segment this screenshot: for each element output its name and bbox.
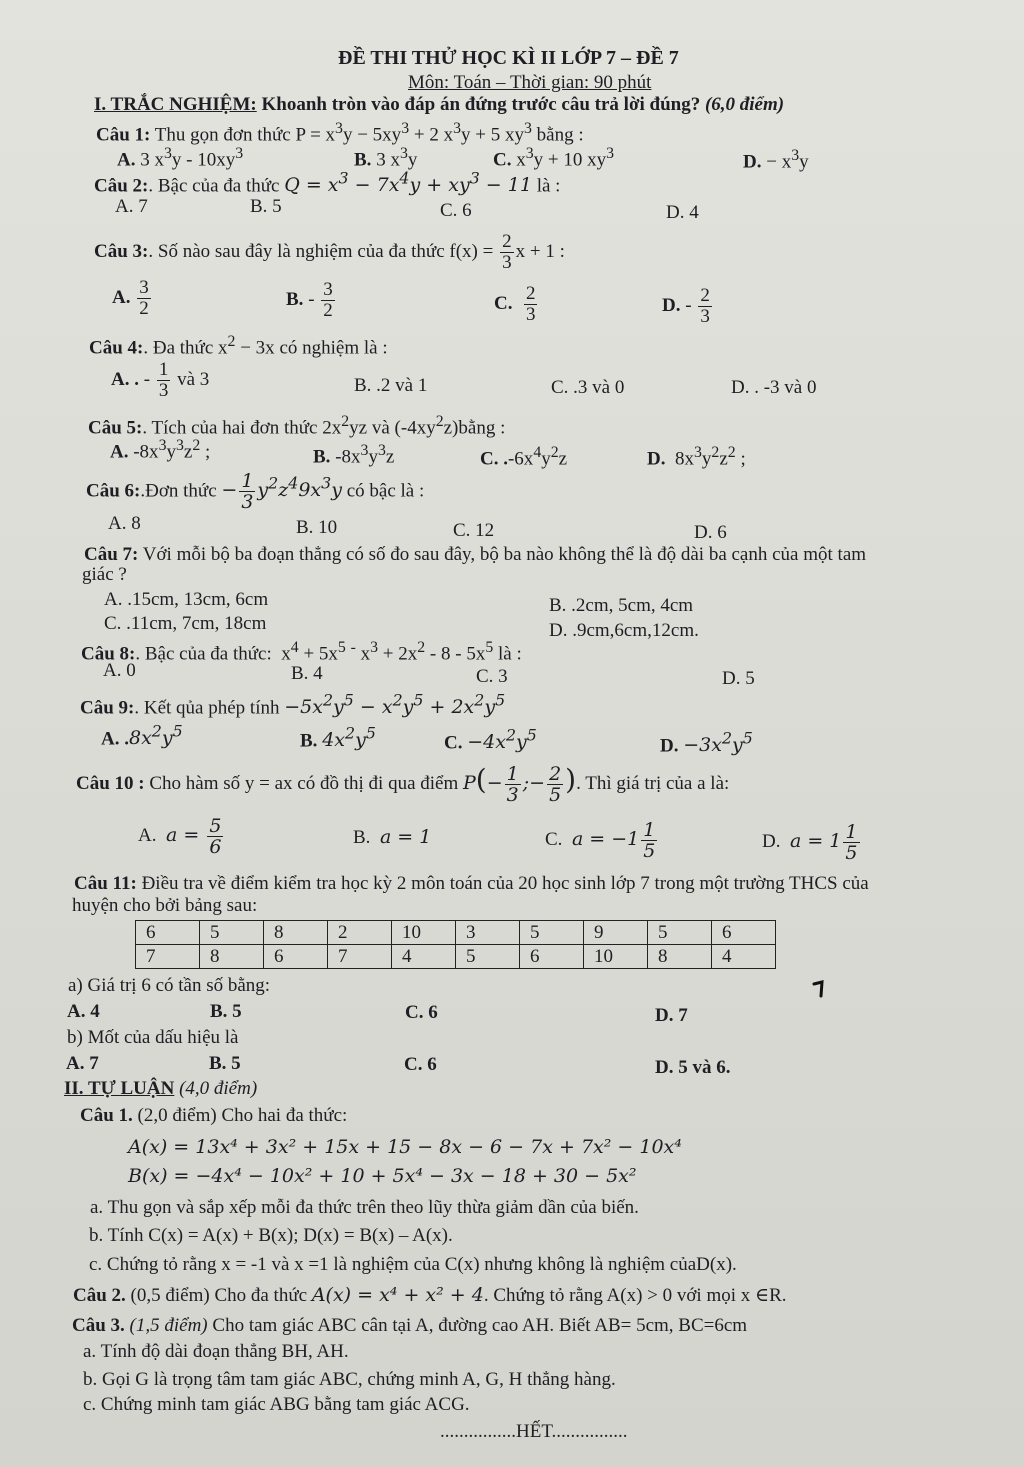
question-3: Câu 3:. Số nào sau đây là nghiệm của đa thức f(x) = $\frac{2}{3}$ x + 1 : [94, 231, 565, 274]
q9-option-a[interactable]: A. $.8x^2y^5$ [101, 722, 183, 750]
essay-1c: c. Chứng tỏ rằng x = -1 và x =1 là nghiệm của C(x) nhưng không là nghiệm củaD(x). [89, 1254, 737, 1275]
question-7: Câu 7: Với mỗi bộ ba đoạn thẳng có số đo sau đây, bộ ba nào không thể là độ dài ba cạnh của một tam [84, 544, 867, 565]
question-9: Câu 9:. Kết qủa phép tính $-5x^2y^5 - x^2y^5 + 2x^2y^5$ [80, 691, 506, 719]
q1-option-a[interactable]: A. 3 $x^3y - 10xy^3$ [117, 145, 244, 171]
q11b-option-c[interactable]: C. 6 [404, 1054, 437, 1075]
q10-option-c[interactable]: C. a = −1 $\frac{1}{5}$ [545, 818, 656, 862]
q5-option-b[interactable]: B. $-8x^3y^3z$ [313, 442, 395, 468]
score-table [135, 920, 776, 969]
q11b-option-b[interactable]: B. 5 [209, 1053, 241, 1074]
q6-option-a[interactable]: A. 8 [108, 513, 141, 534]
question-2: Câu 2:. Bậc của đa thức $Q = x^3 - 7x^4y + xy^3 - 11$ là : [94, 169, 561, 197]
exam-title: ĐỀ THI THỬ HỌC KÌ II LỚP 7 – ĐỀ 7 [338, 47, 679, 69]
table-row: 6 5 8 2 10 3 5 9 5 6 [136, 921, 776, 945]
q7-option-b[interactable]: B. .2cm, 5cm, 4cm [549, 595, 694, 616]
pen-mark-icon [812, 980, 828, 998]
q4-option-b[interactable]: B. .2 và 1 [354, 375, 428, 396]
question-6: Câu 6:.Đơn thức − $\frac{1}{3}$ $y^2z^49x^3y$ có bậc là : [86, 469, 425, 513]
q7-option-c[interactable]: C. .11cm, 7cm, 18cm [104, 613, 267, 634]
q6-option-b[interactable]: B. 10 [296, 517, 338, 538]
q1-option-b[interactable]: B. 3 $x^3y$ [354, 145, 418, 171]
table-row: 7 8 6 7 4 5 6 10 8 4 [136, 945, 776, 969]
q10-option-d[interactable]: D. a = 1 $\frac{1}{5}$ [762, 820, 858, 864]
q1-option-d[interactable]: D. − $x^3y$ [743, 147, 809, 173]
q4-option-d[interactable]: D. . -3 và 0 [731, 377, 817, 398]
q11a-option-b[interactable]: B. 5 [210, 1001, 242, 1022]
q11b-text: b) Mốt của dấu hiệu là [67, 1027, 239, 1048]
polynomial-b: B(x) = −4x⁴ − 10x² + 10 + 5x⁴ − 3x − 18 + 30 − 5x² [128, 1165, 637, 1187]
q11b-option-d[interactable]: D. 5 và 6. [655, 1057, 731, 1078]
q2-option-a[interactable]: A. 7 [115, 196, 148, 217]
q9-option-d[interactable]: D. $-3x^2y^5$ [660, 729, 753, 757]
question-8: Câu 8:. Bậc của đa thức: $x^4 + 5x^5$ - $x^3 + 2x^2 - 8 - 5x^5$ là : [81, 639, 522, 665]
q5-option-a[interactable]: A. $-8x^3y^3z^2$ ; [110, 437, 211, 463]
q3-option-a[interactable]: A. $\frac{3}{2}$ [112, 277, 149, 320]
question-7-cont: giác ? [82, 564, 127, 585]
question-4: Câu 4:. Đa thức $x^2 - 3x$ có nghiệm là : [89, 333, 388, 359]
q1-option-c[interactable]: C. $x^3y + 10$ $xy^3$ [493, 145, 615, 171]
part2-heading: II. TỰ LUẬN (4,0 điểm) [64, 1078, 258, 1099]
essay-1a: a. Thu gọn và sắp xếp mỗi đa thức trên theo lũy thừa giảm dần của biến. [90, 1197, 639, 1218]
q11a-option-d[interactable]: D. 7 [655, 1005, 688, 1026]
q11b-option-a[interactable]: A. 7 [66, 1053, 99, 1074]
q7-option-d[interactable]: D. .9cm,6cm,12cm. [549, 620, 699, 641]
exam-subtitle: Môn: Toán – Thời gian: 90 phút [408, 72, 652, 93]
q10-option-b[interactable]: B. a = 1 [353, 826, 432, 848]
question-11-cont: huyện cho bởi bảng sau: [72, 895, 258, 916]
essay-2: Câu 2. (0,5 điểm) Cho đa thức A(x) = x⁴ + x² + 4. Chứng tỏ rằng A(x) > 0 với mọi x ∈R. [73, 1284, 787, 1306]
essay-3a: a. Tính độ dài đoạn thẳng BH, AH. [83, 1341, 349, 1362]
q2-option-b[interactable]: B. 5 [250, 196, 282, 217]
question-5: Câu 5:. Tích của hai đơn thức $2x^2yz$ và $(-4xy^2z)bằng$ : [88, 413, 506, 439]
q8-option-a[interactable]: A. 0 [103, 660, 136, 681]
q3-option-d[interactable]: D. - $\frac{2}{3}$ [662, 285, 710, 328]
q9-option-b[interactable]: B. $4x^2y^5$ [300, 724, 376, 752]
q8-option-d[interactable]: D. 5 [722, 668, 755, 689]
q5-option-d[interactable]: D. $8x^3y^2z^2$ ; [647, 444, 746, 470]
question-10: Câu 10 : Cho hàm số y = ax có đồ thị đi qua điểm P(− $\frac{1}{3}$ ;− $\frac{2}{5}$ ). Thì giá trị của a là: [76, 762, 730, 806]
q5-option-c[interactable]: C. $.-6x^4y^2z$ [480, 444, 568, 470]
q2-option-c[interactable]: C. 6 [440, 200, 472, 221]
essay-3: Câu 3. (1,5 điểm) Cho tam giác ABC cân tại A, đường cao AH. Biết AB= 5cm, BC=6cm [72, 1315, 748, 1336]
q11a-option-a[interactable]: A. 4 [67, 1001, 100, 1022]
polynomial-a: A(x) = 13x⁴ + 3x² + 15x + 15 − 8x − 6 − 7x + 7x² − 10x⁴ [128, 1136, 682, 1158]
essay-3c: c. Chứng minh tam giác ABG bằng tam giác ACG. [83, 1394, 470, 1415]
q8-option-b[interactable]: B. 4 [291, 663, 323, 684]
essay-3b: b. Gọi G là trọng tâm tam giác ABC, chứng minh A, G, H thẳng hàng. [83, 1369, 616, 1390]
part1-heading: I. TRẮC NGHIỆM: Khoanh tròn vào đáp án đứng trước câu trả lời đúng? (6,0 điểm) [94, 94, 785, 115]
q11a-text: a) Giá trị 6 có tần số bằng: [68, 975, 271, 996]
q6-option-d[interactable]: D. 6 [694, 522, 727, 543]
q7-option-a[interactable]: A. .15cm, 13cm, 6cm [104, 589, 269, 610]
essay-1: Câu 1. (2,0 điểm) Cho hai đa thức: [80, 1105, 348, 1126]
question-1: Câu 1: Thu gọn đơn thức $P = x^3y - 5xy^3 + 2$ $x^3y + 5$ $xy^3$ bằng : [96, 120, 584, 146]
end-marker: ................HẾT................ [440, 1421, 628, 1442]
q3-option-c[interactable]: C. $\frac{2}{3}$ [494, 283, 536, 326]
question-11: Câu 11: Điều tra về điểm kiểm tra học kỳ 2 môn toán của 20 học sinh lớp 7 trong một trường THCS của [74, 873, 869, 894]
essay-1b: b. Tính C(x) = A(x) + B(x); D(x) = B(x) – A(x). [89, 1225, 453, 1246]
q4-option-c[interactable]: C. .3 và 0 [551, 377, 625, 398]
q11a-option-c[interactable]: C. 6 [405, 1002, 438, 1023]
q8-option-c[interactable]: C. 3 [476, 666, 508, 687]
q6-option-c[interactable]: C. 12 [453, 520, 495, 541]
q3-option-b[interactable]: B. - $\frac{3}{2}$ [286, 279, 333, 322]
q9-option-c[interactable]: C. $-4x^2y^5$ [444, 726, 537, 754]
q4-option-a[interactable]: A. . - $\frac{1}{3}$ và 3 [111, 359, 210, 401]
q2-option-d[interactable]: D. 4 [666, 202, 699, 223]
q10-option-a[interactable]: A. a = $\frac{5}{6}$ [138, 814, 222, 858]
